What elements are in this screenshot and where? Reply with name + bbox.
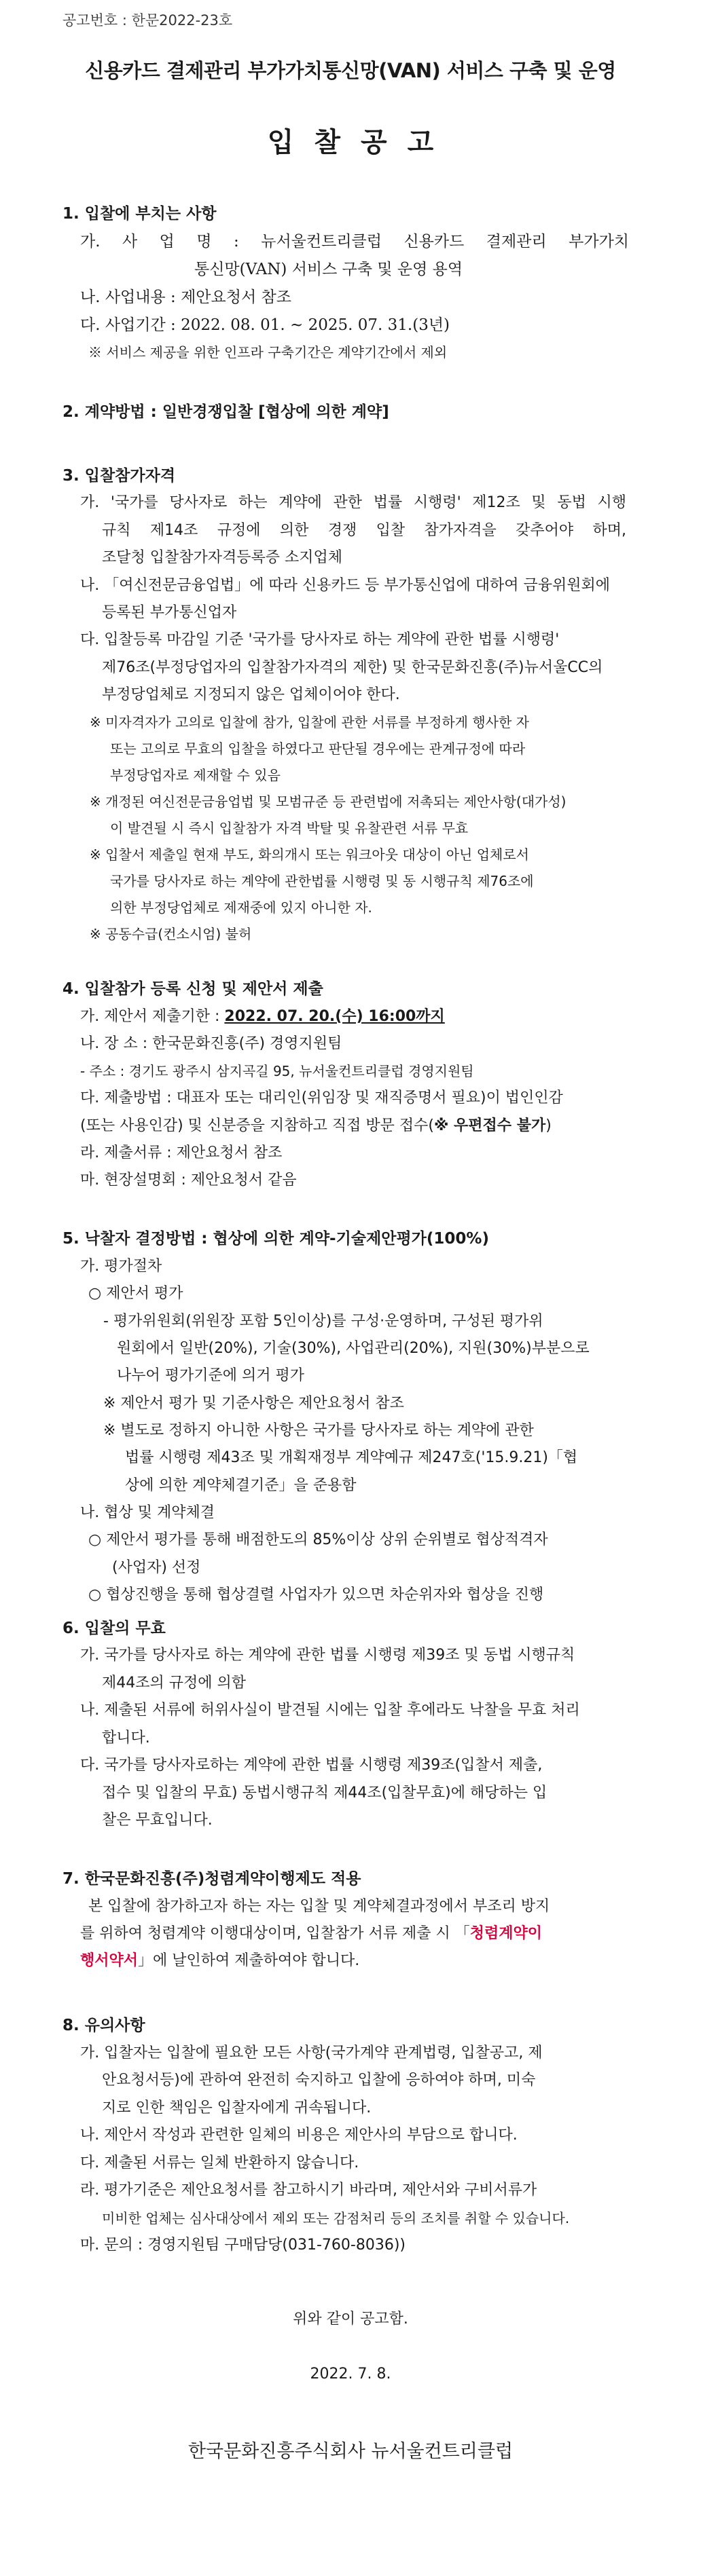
s5-circle-2-line2: (사업자) 선정 [112,1559,201,1576]
s4-item-c-line2: (또는 사용인감) 및 신분증을 지참하고 직접 방문 접수(※ 우편접수 불가) [80,1117,552,1134]
s3-note-1-line2: 또는 고의로 무효의 입찰을 하였다고 판단될 경우에는 관계규정에 따라 [110,741,526,757]
s5-dash-line3: 나누어 평가기준에 의거 평가 [117,1367,305,1384]
section-5-heading: 5. 낙찰자 결정방법 : 협상에 의한 계약-기술제안평가(100%) [62,1230,489,1248]
section-7-heading: 7. 한국문화진흥(주)청렴계약이행제도 적용 [62,1870,361,1888]
s7-line3: 행서약서」에 날인하여 제출하여야 합니다. [80,1952,360,1969]
s5-dash-line2: 원회에서 일반(20%), 기술(30%), 사업관리(20%), 지원(30%)부분으로 [117,1340,590,1357]
s5-circle-1: ○ 제안서 평가 [88,1285,183,1302]
s4-item-a: 가. 제안서 제출기한 : 2022. 07. 20.(수) 16:00까지 [80,1008,445,1025]
s8-item-b: 나. 제안서 작성과 관련한 일체의 비용은 제안사의 부담으로 합니다. [80,2127,518,2144]
s4-item-e: 마. 현장설명회 : 제안요청서 같음 [80,1172,297,1189]
s3-item-a-line1: 가. '국가를 당사자로 하는 계약에 관한 법률 시행령' 제12조 및 동법 시행 [80,494,626,511]
s5-note-2-line2: 법률 시행령 제43조 및 개획재정부 계약예규 제247호('15.9.21)「협 [125,1449,578,1466]
s3-note-2-line2: 이 발견될 시 즉시 입찰참가 자격 박탈 및 유찰관련 서류 무효 [110,820,469,836]
s6-item-b-line1: 나. 제출된 서류에 허위사실이 발견될 시에는 입찰 후에라도 낙찰을 무효 처리 [80,1702,580,1719]
announcement-date: 2022. 7. 8. [310,2366,391,2383]
s3-item-c-line3: 부정당업체로 지정되지 않은 업체이어야 한다. [102,686,400,703]
integrity-pledge-highlight-1: 청렴계약이 [469,1925,543,1942]
s5-item-b: 나. 협상 및 계약체결 [80,1504,215,1521]
s1-item-c: 다. 사업기간 : 2022. 08. 01. ~ 2025. 07. 31.(3년) [80,316,450,334]
s8-item-e: 마. 문의 : 경영지원팀 구매담당(031-760-8036)) [80,2237,406,2254]
section-6-heading: 6. 입찰의 무효 [62,1620,166,1637]
s4-item-b: 나. 장 소 : 한국문화진흥(주) 경영지원팀 [80,1035,342,1052]
s3-item-b-line2: 등록된 부가통신업자 [102,604,237,621]
s3-note-1-line3: 부정당업자로 제재할 수 있음 [110,767,281,783]
project-title: 신용카드 결제관리 부가가치통신망(VAN) 서비스 구축 및 운영 [85,59,616,82]
s4-item-d: 라. 제출서류 : 제안요청서 참조 [80,1144,283,1161]
s6-item-b-line2: 합니다. [102,1730,150,1747]
s3-item-b-line1: 나. 「여신전문금융업법」에 따라 신용카드 등 부가통신업에 대하여 금융위원회에 [80,577,611,594]
no-mail-notice: ※ 우편접수 불가 [434,1117,546,1134]
s3-note-3-line3: 의한 부정당업체로 제재중에 있지 아니한 자. [110,899,372,916]
s3-item-a-line3: 조달청 입찰참가자격등록증 소지업체 [102,549,343,566]
s3-item-c-line2: 제76조(부정당업자의 입찰참가자격의 제한) 및 한국문화진흥(주)뉴서울CC의 [102,659,603,676]
s1-item-a-line2: 통신망(VAN) 서비스 구축 및 운영 용역 [194,261,463,278]
s7-line1: 본 입찰에 참가하고자 하는 자는 입찰 및 계약체결과정에서 부조리 방지 [88,1898,550,1915]
s6-item-c-line2: 접수 및 입찰의 무효) 동법시행규칙 제44조(입찰무효)에 해당하는 입 [102,1785,547,1802]
s7-line2: 를 위하여 청렴계약 이행대상이며, 입찰참가 서류 제출 시 「청렴계약이 [80,1925,543,1942]
s5-dash-line1: - 평가위원회(위원장 포함 5인이상)를 구성·운영하며, 구성된 평가위 [103,1313,543,1330]
s3-note-3-line2: 국가를 당사자로 하는 계약에 관한법률 시행령 및 동 시행규칙 제76조에 [110,873,534,889]
s5-circle-2-line1: ○ 제안서 평가를 통해 배점한도의 85%이상 상위 순위별로 협상적격자 [88,1531,548,1548]
s6-item-c-line3: 찰은 무효입니다. [102,1812,213,1829]
s8-item-d-line2: 미비한 업체는 심사대상에서 제외 또는 감점처리 등의 조치를 취할 수 있습니다. [102,2210,570,2226]
s3-note-2-line1: ※ 개정된 여신전문금융업법 및 모범규준 등 관련법에 저촉되는 제안사항(대가성) [90,794,567,810]
integrity-pledge-highlight-2: 행서약서 [80,1952,139,1969]
s1-item-b: 나. 사업내용 : 제안요청서 참조 [80,288,291,306]
submission-deadline: 2022. 07. 20.(수) 16:00까지 [224,1008,445,1025]
s5-note-2-line1: ※ 별도로 정하지 아니한 사항은 국가를 당사자로 하는 계약에 관한 [103,1422,534,1439]
s4-address: - 주소 : 경기도 광주시 삼지곡길 95, 뉴서울컨트리클럽 경영지원팀 [80,1063,474,1079]
section-4-heading: 4. 입찰참가 등록 신청 및 제안서 제출 [62,980,323,998]
s3-note-4: ※ 공동수급(컨소시엄) 불허 [90,926,252,942]
s8-item-d-line1: 라. 평가기준은 제안요청서를 참고하시기 바라며, 제안서와 구비서류가 [80,2182,537,2199]
closing-statement: 위와 같이 공고함. [293,2311,408,2328]
section-1-heading: 1. 입찰에 부치는 사항 [62,205,217,223]
s1-note: ※ 서비스 제공을 위한 인프라 구축기간은 계약기간에서 제외 [88,344,448,360]
s8-item-a-line1: 가. 입찰자는 입찰에 필요한 모든 사항(국가계약 관계법령, 입찰공고, 제 [80,2045,543,2061]
s5-circle-3: ○ 협상진행을 통해 협상결렬 사업자가 있으면 차순위자와 협상을 진행 [88,1586,544,1603]
notice-number: 공고번호 : 한문2022-23호 [62,12,233,29]
s1-item-a-line1: 가. 사 업 명 : 뉴서울컨트리클럽 신용카드 결제관리 부가가치 [80,233,629,250]
s5-note-2-line3: 상에 의한 계약체결기준」을 준용함 [125,1477,357,1494]
s3-note-3-line1: ※ 입찰서 제출일 현재 부도, 화의개시 또는 워크아웃 대상이 아닌 업체로서 [90,846,529,863]
s5-note-1: ※ 제안서 평가 및 기준사항은 제안요청서 참조 [103,1395,404,1412]
section-8-heading: 8. 유의사항 [62,2017,145,2034]
s5-item-a: 가. 평가절차 [80,1258,162,1275]
s3-item-a-line2: 규칙 제14조 규정에 의한 경쟁 입찰 참가자격을 갖추어야 하며, [102,522,626,539]
s8-item-a-line3: 지로 인한 책임은 입찰자에게 귀속됩니다. [102,2099,372,2116]
section-2-heading: 2. 계약방법 : 일반경쟁입찰 [협상에 의한 계약] [62,403,389,421]
s6-item-c-line1: 다. 국가를 당사자로하는 계약에 관한 법률 시행령 제39조(입찰서 제출, [80,1757,543,1774]
s3-note-1-line1: ※ 미자격자가 고의로 입찰에 참가, 입찰에 관한 서류를 부정하게 행사한 자 [90,714,529,730]
s3-item-c-line1: 다. 입찰등록 마감일 기준 '국가를 당사자로 하는 계약에 관한 법률 시행령' [80,631,560,648]
s6-item-a-line2: 제44조의 규정에 의함 [102,1675,246,1692]
s4-item-c-line1: 다. 제출방법 : 대표자 또는 대리인(위임장 및 재직증명서 필요)이 법인인감 [80,1089,563,1106]
s8-item-a-line2: 안요청서등)에 관하여 완전히 숙지하고 입찰에 응하여야 하며, 미숙 [102,2072,536,2089]
issuing-organization: 한국문화진흥주식회사 뉴서울컨트리클럽 [187,2441,514,2462]
section-3-heading: 3. 입찰참가자격 [62,467,176,485]
document-title: 입찰공고 [267,127,454,158]
s8-item-c: 다. 제출된 서류는 일체 반환하지 않습니다. [80,2154,359,2171]
s6-item-a-line1: 가. 국가를 당사자로 하는 계약에 관한 법률 시행령 제39조 및 동법 시행규칙 [80,1647,575,1664]
